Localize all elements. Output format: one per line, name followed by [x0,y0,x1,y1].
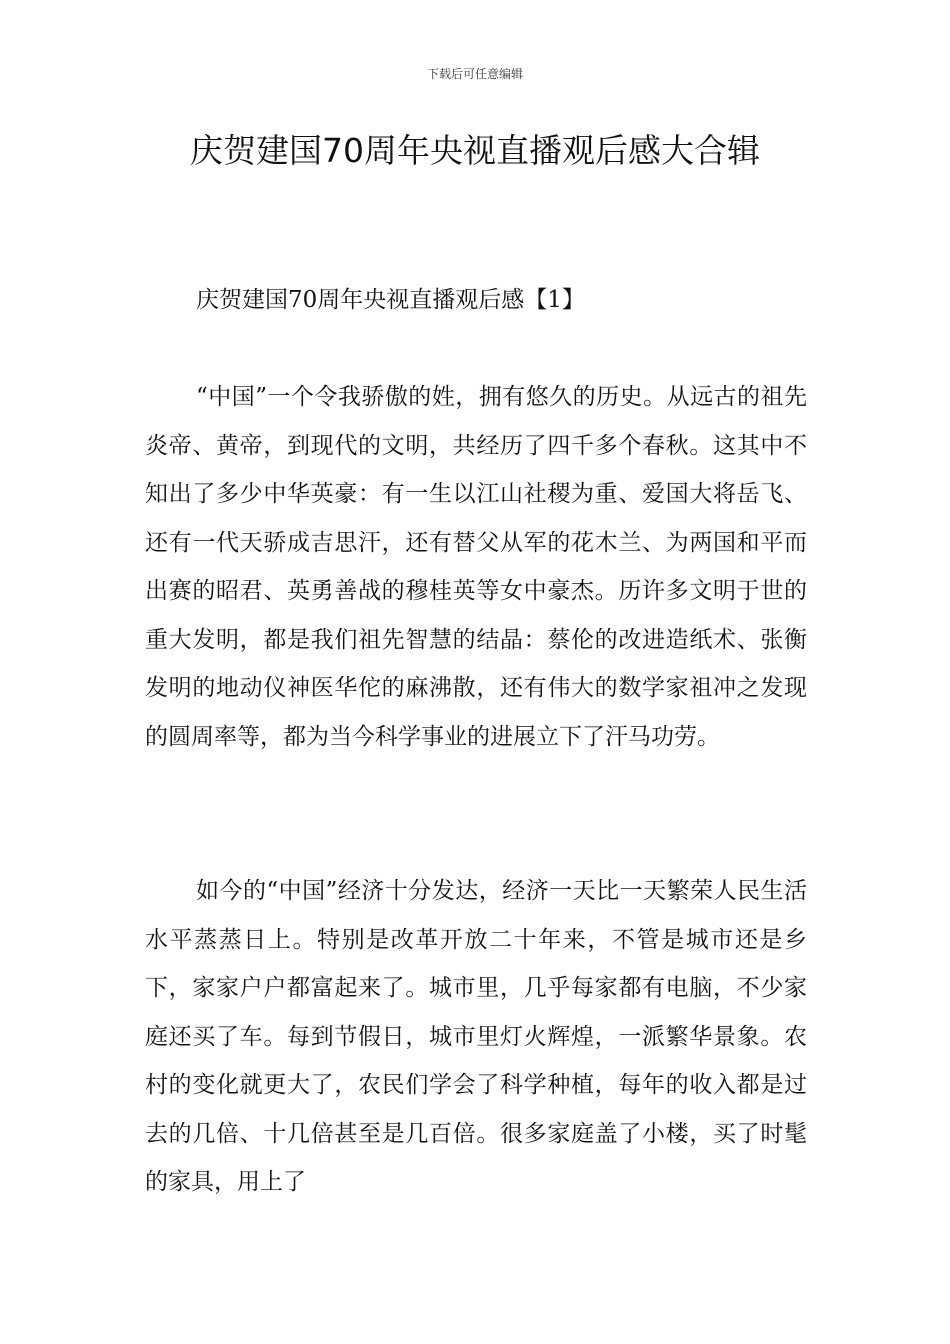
body-paragraph-1: “中国”一个令我骄傲的姓，拥有悠久的历史。从远古的祖先炎帝、黄帝，到现代的文明，共经历了四千多个春秋。这其中不知出了多少中华英豪：有一生以江山社稷为重、爱国大将岳飞、还有一代天骄成吉思汗，还有替父从军的花木兰、为两国和平而出赛的昭君、英勇善战的穆桂英等女中豪杰。历许多文明于世的重大发明，都是我们祖先智慧的结晶：蔡伦的改进造纸术、张衡发明的地动仪神医华佗的麻沸散，还有伟大的数学家祖冲之发现的圆周率等，都为当今科学事业的进展立下了汗马功劳。 [145,384,807,750]
header-note: 下载后可任意编辑 [426,67,523,81]
document-title: 庆贺建国70周年央视直播观后感大合辑 [190,131,760,170]
body-paragraph-2: 如今的“中国”经济十分发达，经济一天比一天繁荣人民生活水平蒸蒸日上。特别是改革开放二十年来，不管是城市还是乡下，家家户户都富起来了。城市里，几乎每家都有电脑，不少家庭还买了车。每到节假日，城市里灯火辉煌，一派繁华景象。农村的变化就更大了，农民们学会了科学种植，每年的收入都是过去的几倍、十几倍甚至是几百倍。很多家庭盖了小楼，买了时髦的家具，用上了 [145,878,807,1195]
section-heading: 庆贺建国70周年央视直播观后感【1】 [196,287,585,313]
